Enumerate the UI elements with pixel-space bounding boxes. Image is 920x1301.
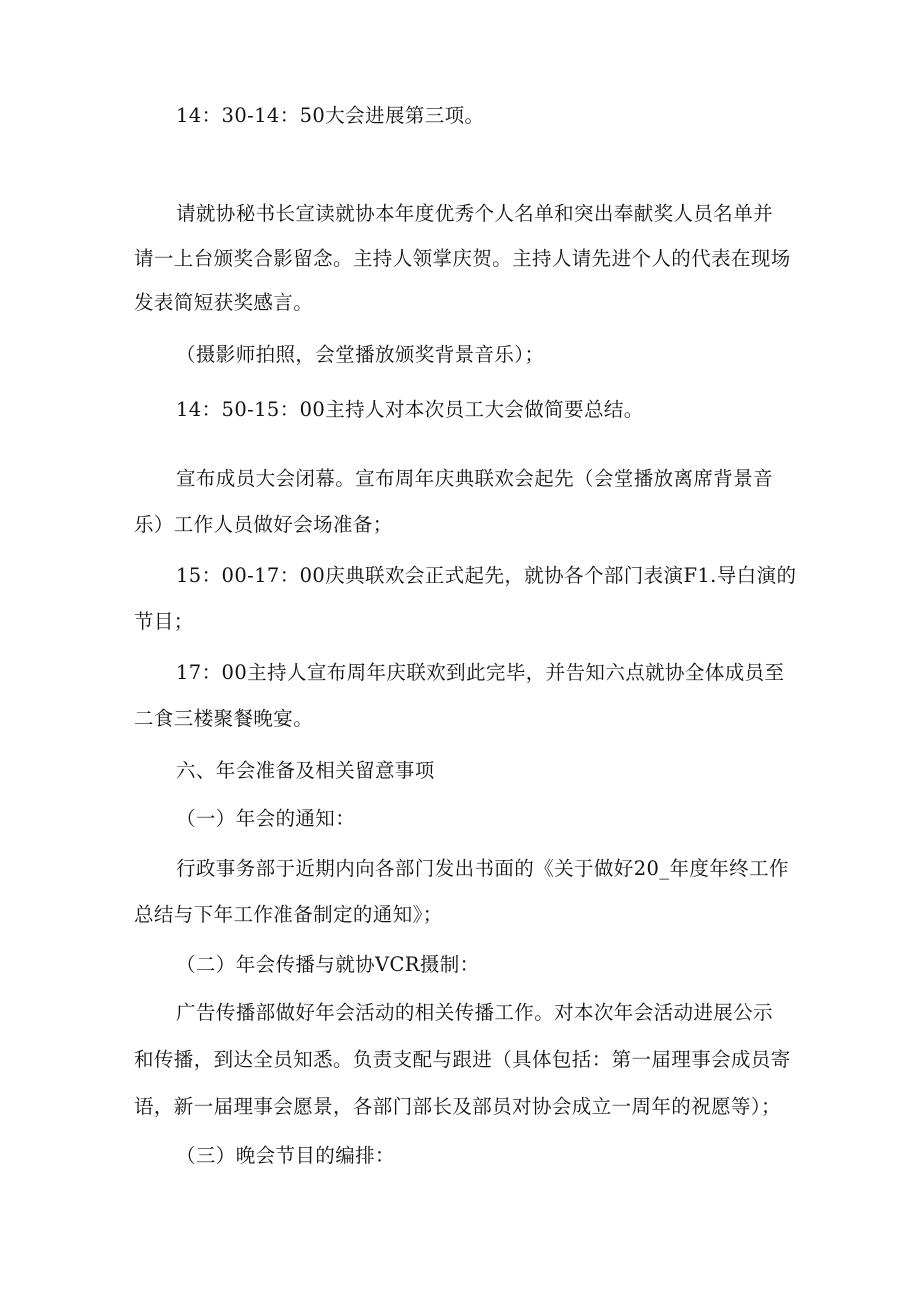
subsection-heading: （一）年会的通知： xyxy=(176,807,356,830)
paragraph-line: 14：30-14：50大会进展第三项。 xyxy=(176,104,485,127)
paragraph-line: 发表简短获奖感言。 xyxy=(134,291,314,314)
paragraph-line: 行政事务部于近期内向各部门发出书面的《关于做好20_年度年终工作 xyxy=(176,857,789,880)
subsection-heading: （三）晚会节目的编排： xyxy=(176,1144,395,1167)
paragraph-line: （摄影师拍照，会堂播放颁奖背景音乐）； xyxy=(176,343,545,366)
paragraph-line: 总结与下年工作准备制定的通知》； xyxy=(134,903,443,926)
paragraph-line: 语，新一届理事会愿景，各部门部长及部员对协会成立一周年的祝愿等）； xyxy=(134,1095,781,1118)
paragraph-line: 广告传播部做好年会活动的相关传播工作。对本次年会活动进展公示 xyxy=(176,1001,774,1024)
paragraph-line: 节目； xyxy=(134,610,194,633)
paragraph-line: 请就协秘书长宣读就协本年度优秀个人名单和突出奉献奖人员名单并 xyxy=(176,202,774,225)
paragraph-line: 和传播，到达全员知悉。负责支配与跟进（具体包括：第一届理事会成员寄 xyxy=(134,1048,791,1071)
paragraph-line: 宣布成员大会闭幕。宣布周年庆典联欢会起先（会堂播放离席背景音 xyxy=(176,467,774,490)
paragraph-line: 14：50-15：00主持人对本次员工大会做简要总结。 xyxy=(176,398,644,421)
paragraph-line: 二食三楼聚餐晚宴。 xyxy=(134,707,314,730)
subsection-heading: （二）年会传播与就协VCR摄制： xyxy=(176,953,480,976)
paragraph-line: 请一上台颁奖合影留念。主持人领掌庆贺。主持人请先进个人的代表在现场 xyxy=(134,247,791,270)
section-heading: 六、年会准备及相关留意事项 xyxy=(176,759,435,782)
paragraph-line: 15：00-17：00庆典联欢会正式起先，就协各个部门表演F1.导白演的 xyxy=(176,564,797,587)
paragraph-line: 17：00主持人宣布周年庆联欢到此完毕，并告知六点就协全体成员至 xyxy=(176,661,785,684)
paragraph-line: 乐）工作人员做好会场准备； xyxy=(134,513,393,536)
